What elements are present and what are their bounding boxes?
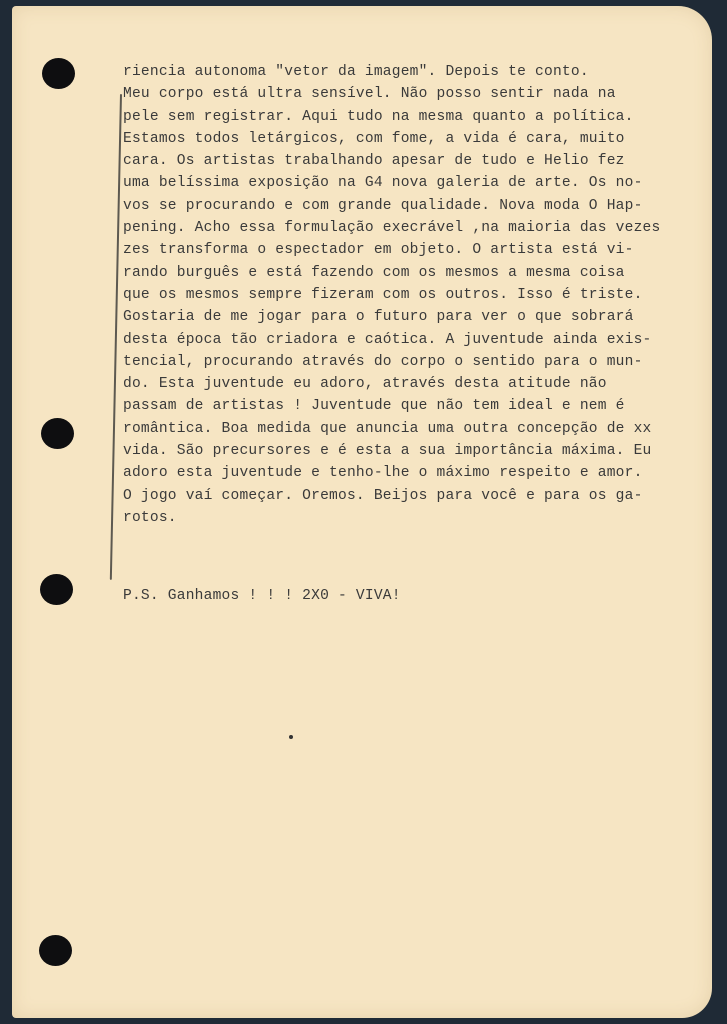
letter-line: passam de artistas ! Juventude que não tem ideal e nem é: [123, 398, 625, 415]
letter-line: O jogo vaí começar. Oremos. Beijos para você e para os ga-: [123, 487, 643, 504]
letter-line: riencia autonoma "vetor da imagem". Depois te conto.: [123, 64, 589, 80]
letter-line: do. Esta juventude eu adoro, através desta atitude não: [123, 376, 607, 393]
letter-line: vos se procurando e com grande qualidade. Nova moda O Hap-: [123, 197, 643, 214]
binder-hole-3: [40, 574, 73, 605]
typewritten-page: [12, 6, 712, 1018]
letter-line: rando burguês e está fazendo com os mesmos a mesma coisa: [123, 264, 625, 281]
letter-line: Estamos todos letárgicos, com fome, a vida é cara, muito: [123, 130, 625, 147]
letter-line: pening. Acho essa formulação execrável ,na maioria das vezes: [123, 220, 661, 237]
letter-line: Meu corpo está ultra sensível. Não posso sentir nada na: [123, 86, 616, 103]
letter-line: uma belíssima exposição na G4 nova galeria de arte. Os no-: [123, 175, 643, 192]
letter-line: tencial, procurando através do corpo o sentido para o mun-: [123, 353, 643, 370]
letter-line: que os mesmos sempre fizeram com os outros. Isso é triste.: [123, 286, 643, 303]
letter-body: [123, 61, 712, 529]
binder-hole-4: [39, 935, 72, 966]
letter-line: desta época tão criadora e caótica. A juventude ainda exis-: [123, 331, 652, 348]
binder-hole-2: [41, 418, 74, 449]
letter-line: rotos.: [123, 509, 177, 526]
letter-line: zes transforma o espectador em objeto. O artista está vi-: [123, 242, 634, 259]
letter-line: vida. São precursores e é esta a sua importância máxima. Eu: [123, 443, 652, 460]
postscript: P.S. Ganhamos ! ! ! 2X0 - VIVA!: [123, 588, 401, 604]
letter-line: pele sem registrar. Aqui tudo na mesma quanto a política.: [123, 108, 634, 125]
ink-dot: [289, 735, 293, 739]
letter-line: adoro esta juventude e tenho-lhe o máximo respeito e amor.: [123, 465, 643, 482]
binder-hole-1: [42, 58, 75, 89]
letter-line: cara. Os artistas trabalhando apesar de tudo e Helio fez: [123, 153, 625, 170]
letter-line: romântica. Boa medida que anuncia uma outra concepção de xx: [123, 420, 652, 437]
handwritten-margin-line: [110, 94, 122, 580]
letter-line: Gostaria de me jogar para o futuro para ver o que sobrará: [123, 309, 634, 326]
